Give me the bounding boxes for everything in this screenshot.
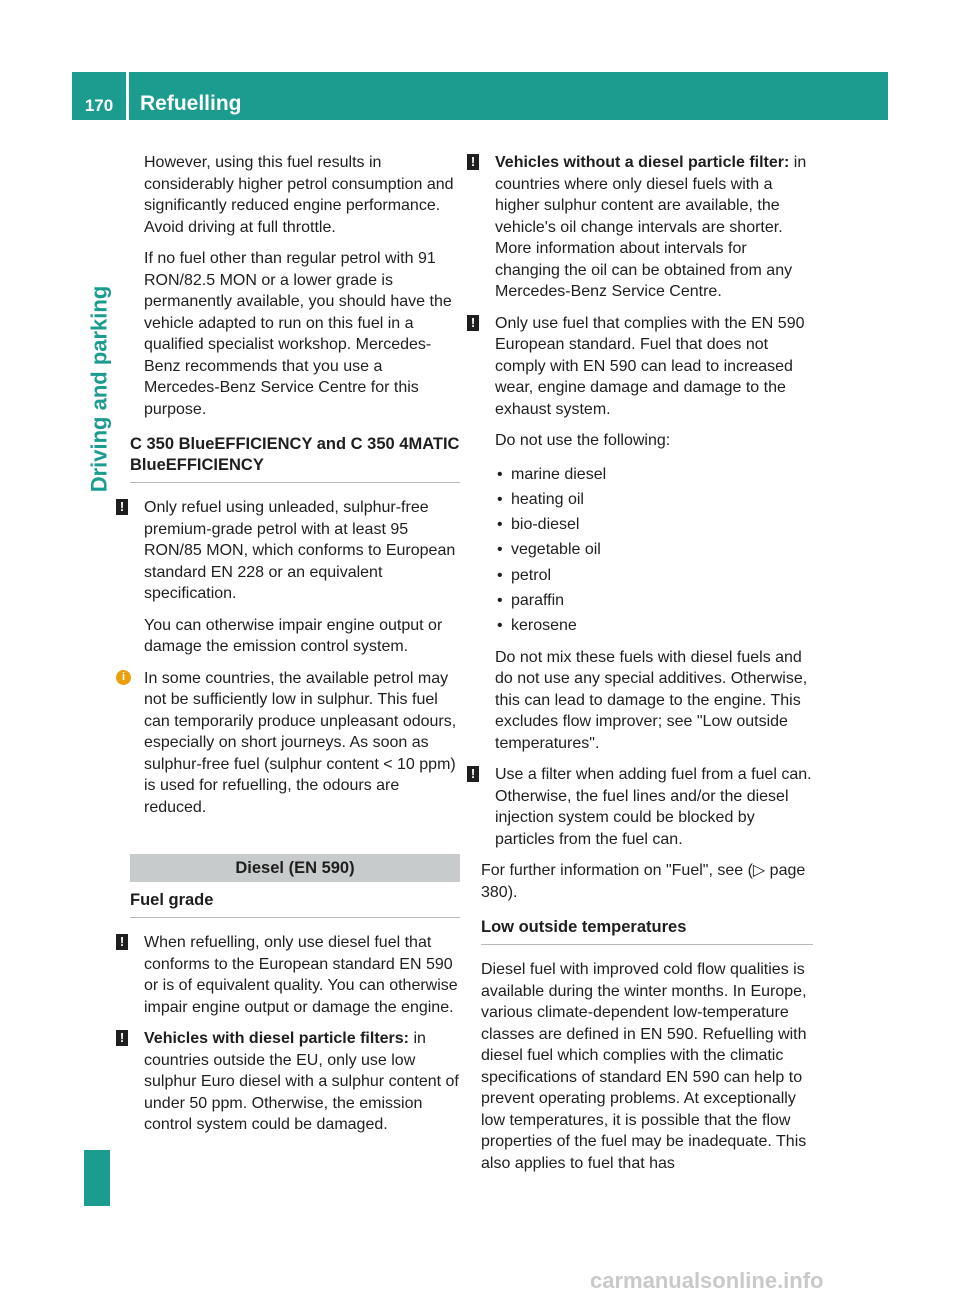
exclamation-icon: ! [116, 499, 128, 515]
paragraph: Diesel fuel with improved cold flow qualities is available during the winter months. In Europe, various climate-dependent low-temperature classes are defined in EN 590. Refuelling with diesel fuel which complies with the climatic specifications of standard EN 590 can help to prevent operating problems. At exceptionally low temperatures, it is possible that the flow properties of the fuel may be inadequate. This also applies to fuel that has [481, 961, 807, 1172]
list-item: • vegetable oil [511, 537, 813, 562]
subsection-heading: Fuel grade [130, 890, 460, 918]
info-icon: i [116, 670, 131, 685]
chapter-title: Refuelling [140, 92, 242, 115]
warning-note: ! Only refuel using unleaded, sulphur-free premium-grade petrol with at least 95 RON/85 MON, which conforms to European standard EN 228 or an equivalent specification. [130, 497, 460, 605]
exclamation-icon: ! [467, 315, 479, 331]
section-heading: Low outside temperatures [481, 917, 813, 945]
exclamation-icon: ! [467, 766, 479, 782]
info-note: i In some countries, the available petrol may not be sufficiently low in sulphur. This fuel can temporarily produce unpleasant odours, especially on short journeys. As soon as sulphur-free fuel (sulphur content < 10 ppm) is used for refuelling, the odours are reduced. [130, 668, 460, 819]
list-item: • kerosene [511, 613, 813, 638]
paragraph: Do not use the following: [495, 432, 671, 449]
section-heading: C 350 BlueEFFICIENCY and C 350 4MATIC BlueEFFICIENCY [130, 434, 460, 483]
list-item: • paraffin [511, 588, 813, 613]
left-column [119, 152, 460, 1146]
warning-note: ! Use a filter when adding fuel from a fuel can. Otherwise, the fuel lines and/or the diesel injection system could be blocked by particles from the fuel can. [481, 764, 813, 850]
watermark: carmanualsonline.info [590, 1268, 824, 1293]
exclamation-icon: ! [116, 1030, 128, 1046]
warning-note: ! Vehicles without a diesel particle filter: in countries where only diesel fuels with a higher sulphur content are available, the vehicle's oil change intervals are shorter. More information about intervals for changing the oil can be obtained from any Mercedes-Benz Service Centre. [481, 152, 813, 303]
right-column [470, 152, 813, 1184]
paragraph: Do not mix these fuels with diesel fuels and do not use any special additives. Otherwise, this can lead to damage to the engine. This excludes flow improver; see "Low outside temperatures". [495, 648, 808, 752]
list-item: • heating oil [511, 487, 813, 512]
side-tab-label: Driving and parking [86, 285, 111, 493]
paragraph: If no fuel other than regular petrol with 91 RON/82.5 MON or a lower grade is permanently available, you should have the vehicle adapted to run on this fuel in a qualified specialist workshop. Mercedes-Benz recommends that you use a Mercedes-Benz Service Centre for this purpose. [144, 250, 452, 418]
list-item: • petrol [511, 563, 813, 588]
section-bar: Diesel (EN 590) [130, 854, 460, 882]
page-number: 170 [84, 96, 114, 115]
exclamation-icon: ! [116, 934, 128, 950]
paragraph: You can otherwise impair engine output or damage the emission control system. [144, 616, 443, 655]
exclamation-icon: ! [467, 154, 479, 170]
side-tab-marker [84, 1150, 110, 1206]
page-header [72, 72, 888, 120]
warning-note: ! When refuelling, only use diesel fuel that conforms to the European standard EN 590 or is of equivalent quality. You can otherwise impair engine output or damage the engine. [130, 932, 460, 1018]
warning-note: ! Only use fuel that complies with the EN 590 European standard. Fuel that does not comply with EN 590 can lead to increased wear, engine damage and damage to the exhaust system. [481, 313, 813, 421]
list-item: • marine diesel [511, 462, 813, 487]
warning-note: ! Vehicles with diesel particle filters: in countries outside the EU, only use low sulphur Euro diesel with a sulphur content of under 50 ppm. Otherwise, the emission control system could be damaged. [130, 1028, 460, 1136]
header-divider [126, 72, 129, 120]
fuel-list [481, 462, 813, 639]
list-item: • bio-diesel [511, 512, 813, 537]
paragraph: However, using this fuel results in considerably higher petrol consumption and significantly reduced engine performance. Avoid driving at full throttle. [144, 154, 454, 236]
paragraph: For further information on "Fuel", see (▷ page 380). [481, 862, 806, 901]
